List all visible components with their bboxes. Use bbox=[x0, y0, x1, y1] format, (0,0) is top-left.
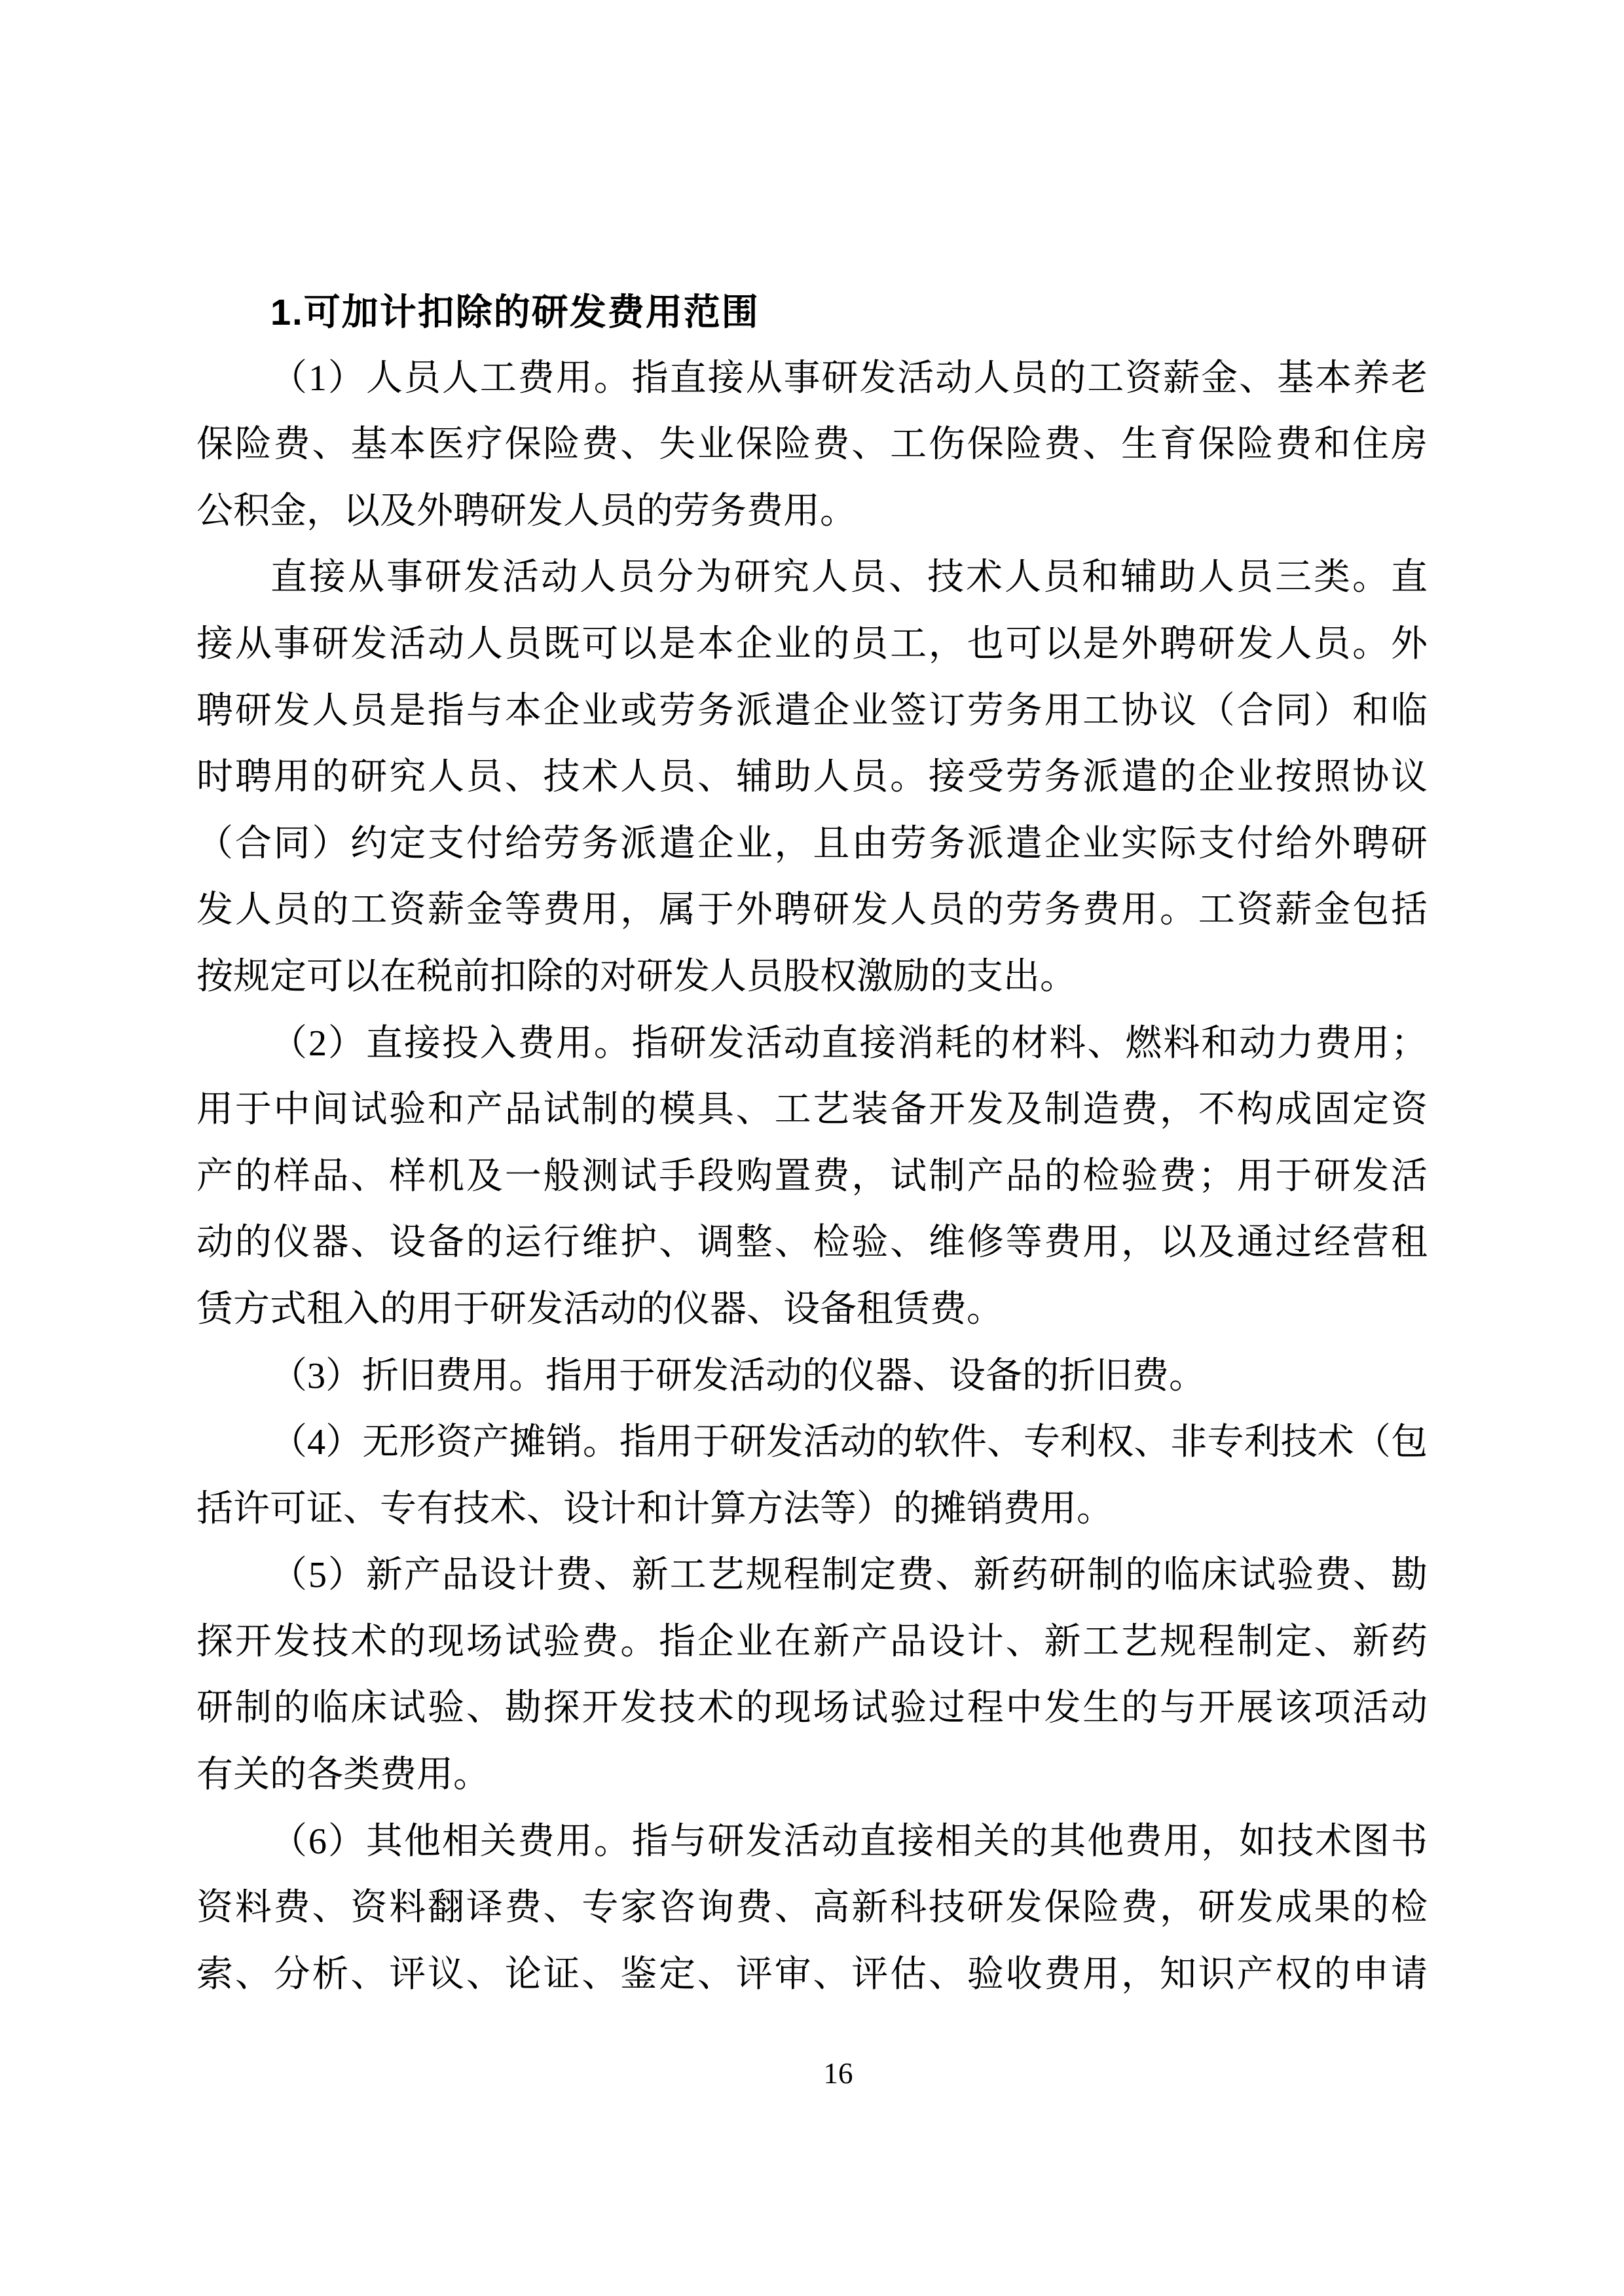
body-line: （6）其他相关费用。指与研发活动直接相关的其他费用，如技术图书 bbox=[270, 1821, 1428, 1862]
body-line: 公积金，以及外聘研发人员的劳务费用。 bbox=[196, 490, 857, 532]
body-line: 探开发技术的现场试验费。指企业在新产品设计、新工艺规程制定、新药 bbox=[196, 1621, 1428, 1662]
body-line: 用于中间试验和产品试制的模具、工艺装备开发及制造费，不构成固定资 bbox=[196, 1089, 1428, 1131]
body-line: 有关的各类费用。 bbox=[196, 1755, 490, 1796]
body-line: 资料费、资料翻译费、专家咨询费、高新科技研发保险费，研发成果的检 bbox=[196, 1887, 1428, 1929]
body-line: 赁方式租入的用于研发活动的仪器、设备租赁费。 bbox=[196, 1288, 1003, 1330]
body-line: 产的样品、样机及一般测试手段购置费，试制产品的检验费；用于研发活 bbox=[196, 1156, 1428, 1197]
body-line: 按规定可以在税前扣除的对研发人员股权激励的支出。 bbox=[196, 956, 1077, 997]
body-line: （1）人员人工费用。指直接从事研发活动人员的工资薪金、基本养老 bbox=[270, 357, 1428, 399]
body-line: 聘研发人员是指与本企业或劳务派遣企业签订劳务用工协议（合同）和临 bbox=[196, 690, 1428, 731]
body-line: （合同）约定支付给劳务派遣企业，且由劳务派遣企业实际支付给外聘研 bbox=[196, 823, 1428, 864]
body-line: 时聘用的研究人员、技术人员、辅助人员。接受劳务派遣的企业按照协议 bbox=[196, 757, 1428, 798]
body-line: 保险费、基本医疗保险费、失业保险费、工伤保险费、生育保险费和住房 bbox=[196, 424, 1428, 465]
body-line: 发人员的工资薪金等费用，属于外聘研发人员的劳务费用。工资薪金包括 bbox=[196, 890, 1428, 931]
body-line: （3）折旧费用。指用于研发活动的仪器、设备的折旧费。 bbox=[270, 1355, 1206, 1396]
body-line: 研制的临床试验、勘探开发技术的现场试验过程中发生的与开展该项活动 bbox=[196, 1688, 1428, 1729]
page-number: 16 bbox=[823, 2057, 853, 2090]
body-line: 接从事研发活动人员既可以是本企业的员工，也可以是外聘研发人员。外 bbox=[196, 623, 1428, 665]
body-line: 括许可证、专有技术、设计和计算方法等）的摊销费用。 bbox=[196, 1488, 1113, 1529]
body-line: 直接从事研发活动人员分为研究人员、技术人员和辅助人员三类。直 bbox=[270, 557, 1428, 598]
body-line: （5）新产品设计费、新工艺规程制定费、新药研制的临床试验费、勘 bbox=[270, 1555, 1428, 1596]
section-heading: 1.可加计扣除的研发费用范围 bbox=[270, 291, 760, 333]
body-line: 索、分析、评议、论证、鉴定、评审、评估、验收费用，知识产权的申请 bbox=[196, 1954, 1428, 1995]
body-line: （2）直接投入费用。指研发活动直接消耗的材料、燃料和动力费用； bbox=[270, 1023, 1428, 1064]
text-block bbox=[196, 279, 1428, 2008]
body-line: （4）无形资产摊销。指用于研发活动的软件、专利权、非专利技术（包 bbox=[270, 1422, 1428, 1463]
body-line: 动的仪器、设备的运行维护、调整、检验、维修等费用，以及通过经营租 bbox=[196, 1222, 1428, 1264]
